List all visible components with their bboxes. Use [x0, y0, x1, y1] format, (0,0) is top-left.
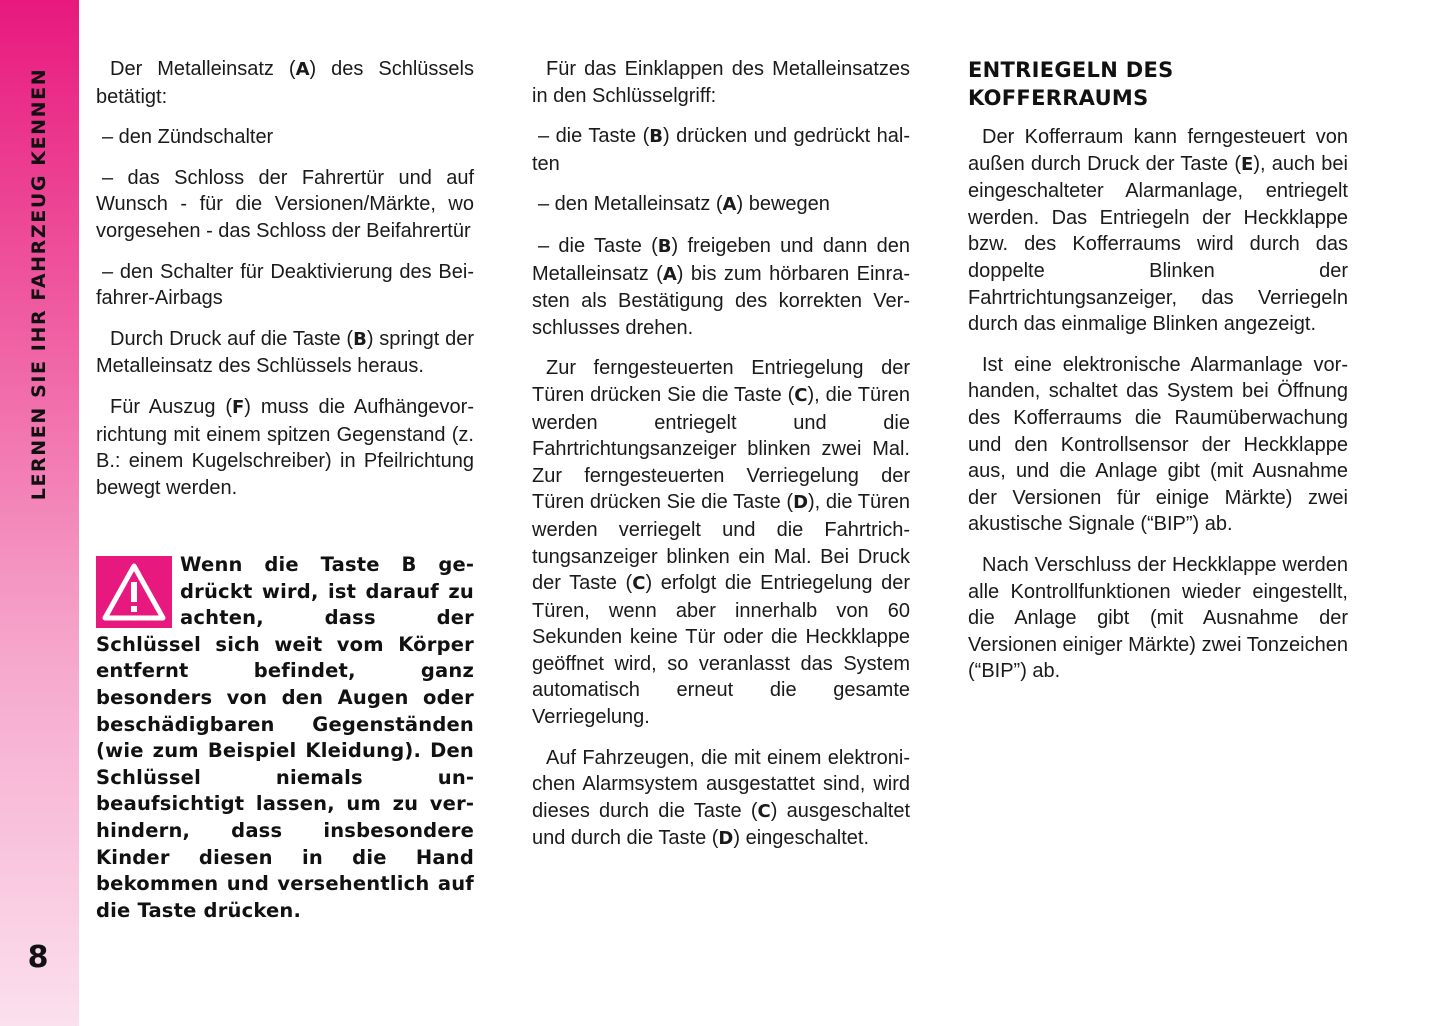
warning-triangle-icon: [96, 556, 172, 628]
section-heading: ENTRIEGELN DES KOFFERRAUMS: [968, 58, 1174, 110]
paragraph-trunk-close: Nach Verschluss der Heckklappe werden alle Kontrollfunktionen wieder eingestellt, die Anlage gibt (mit Ausnahme der Versionen einiger Märkte) zwei Tonzeichen (“BIP”) ab.: [968, 553, 1348, 683]
section-sidebar: [0, 0, 79, 1026]
section-title: LERNEN SIE IHR FAHRZEUG KENNEN: [28, 67, 50, 501]
column-1: [96, 56, 474, 515]
paragraph-trunk-remote: Der Kofferraum kann ferngesteuert von außen durch Druck der Taste (E), auch bei eingeschalteter Alarmanlage, entriegelt werden. Das Entriegeln der Heckklappe bzw. des Kofferraums wird durch das doppelte Blinken der Fahrtrichtungsanzeiger, das Verriegeln durch das einmalige Blinken angezeigt.: [968, 126, 1349, 336]
list-item-ignition: – den Zündschalter: [102, 126, 274, 149]
list-item-move-a: – den Metalleinsatz (A) bewegen: [538, 193, 830, 216]
list-item-press-b: – die Taste (B) drücken und gedrückt halten: [532, 125, 910, 175]
page-number: 8: [27, 940, 49, 975]
paragraph-button-f: Für Auszug (F) muss die Aufhängevorrichtung mit einem spitzen Gegenstand (z. B.: einem Kugelschreiber) in Pfeilrichtung bewegt werden.: [96, 395, 474, 499]
paragraph-remote-unlock: Zur ferngesteuerten Entriegelung der Türen drücken Sie die Taste (C), die Türen werden entriegelt und die Fahrtrichtungsanzeiger blinken zwei Mal. Zur ferngesteuerten Verriegelung der Türen drücken Sie die Taste (D), die Türen werden verriegelt und die Fahrtrichtungsanzeiger blinken ein Mal. Bei Druck der Taste (C) erfolgt die Entriegelung der Türen, wenn aber innerhalb von 60 Sekunden keine Tür oder die Heckklappe geöffnet wird, so veranlasst das System automatisch erneut die gesamte Verriegelung.: [532, 357, 910, 729]
column-3: [968, 56, 1348, 699]
column-2: [532, 56, 910, 867]
warning-box: [96, 552, 474, 924]
paragraph-trunk-alarm: Ist eine elektronische Alarmanlage vorhanden, schaltet das System bei Öffnung des Kofferraums die Raumüberwachung und den Kontrollsensor der Heckklappe aus, und die Anlage gibt (mit Ausnahme der Versionen für einige Märkte) zwei akustische Signale (“BIP”) ab.: [968, 353, 1348, 536]
paragraph-button-b: Durch Druck auf die Taste (B) springt der Metalleinsatz des Schlüssels heraus.: [96, 327, 474, 378]
paragraph-alarm-system: Auf Fahrzeugen, die mit einem elektronichen Alarmsystem ausgestattet sind, wird dieses durch die Taste (C) ausgeschaltet und durch die Taste (D) eingeschaltet.: [532, 746, 910, 850]
list-item-door-lock: – das Schloss der Fahrertür und auf Wunsch - für die Versionen/Märkte, wo vorgesehen - das Schloss der Beifahrertür: [96, 166, 474, 242]
paragraph-metal-insert: Der Metalleinsatz (A) des Schlüssels betätigt:: [96, 58, 474, 108]
list-item-release-b: – die Taste (B) freigeben und dann den Metalleinsatz (A) bis zum hörbaren Einrasten als Bestätigung des korrekten Verschlusses drehen.: [532, 234, 911, 339]
paragraph-fold-intro: Für das Einklappen des Metalleinsatzes in den Schlüsselgriff:: [532, 58, 910, 107]
warning-text: Wenn die Taste B gedrückt wird, ist darauf zu achten, dass der Schlüssel sich weit vom Körper entfernt befindet, ganz besonders von den Augen oder beschädigbaren Gegenständen (wie zum Beispiel Kleidung). Den Schlüssel niemals unbeaufsichtigt lassen, um zu verhindern, dass insbesondere Kinder diesen in die Hand bekommen und versehentlich auf die Taste drücken.: [96, 553, 474, 922]
list-item-airbag-switch: – den Schalter für Deaktivierung des Beifahrer-Airbags: [96, 260, 474, 310]
